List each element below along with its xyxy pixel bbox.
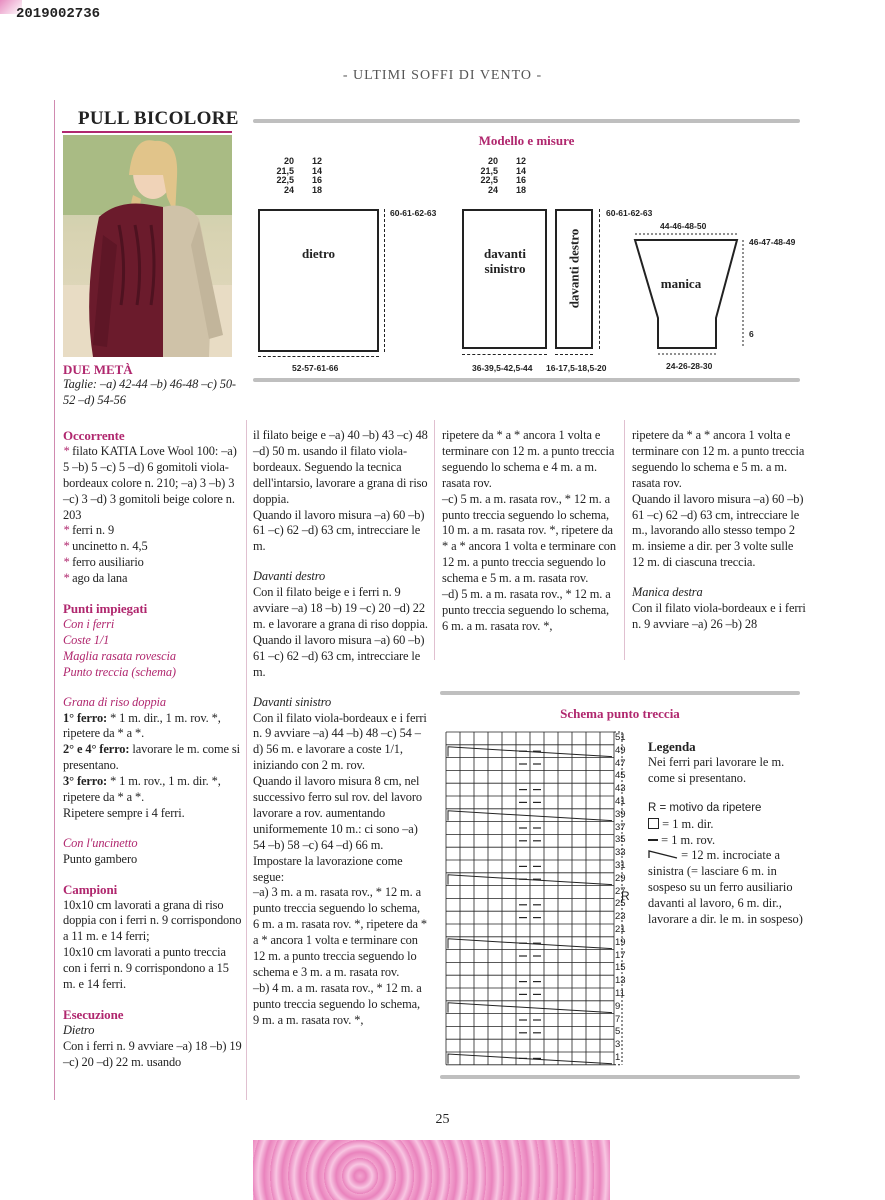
col-rule-2 (246, 420, 247, 1100)
paragraph: ripetere da * a * ancora 1 volta e terminare con 12 m. a punto treccia seguendo lo schema e 4 m. a m. rasata rov. (442, 428, 615, 490)
punti-item: Con i ferri (63, 616, 115, 631)
column-1 (63, 428, 243, 1071)
ferro-3: 3° ferro: * 1 m. rov., 1 m. dir. *, ripetere da * a *. (63, 774, 221, 805)
paragraph: Con il filato viola-bordeaux e i ferri n. 9 avviare –a) 44 –b) 48 –c) 54 –d) 56 m. e lavorare a coste 1/1, iniziando con 2 m. rov. (253, 710, 427, 773)
row-number: 41 (615, 796, 626, 807)
heading-grana: Grana di riso doppia (63, 694, 166, 709)
occorrente-item: * ago da lana (63, 571, 128, 586)
col-rule-4 (624, 420, 625, 660)
row-number: 29 (615, 872, 626, 884)
sizes-block (63, 377, 241, 409)
schema-title: Schema punto treccia (560, 706, 680, 721)
column-3 (442, 428, 618, 635)
page-title: PULL BICOLORE (78, 108, 239, 129)
page-number: 25 (435, 1112, 450, 1127)
col-rule-3 (434, 420, 435, 660)
legend-repeat: R = motivo da ripetere (648, 801, 762, 814)
row-number: 31 (615, 860, 626, 871)
row-number: 3 (615, 1039, 621, 1051)
legend (648, 739, 808, 928)
row-number: 17 (615, 949, 626, 961)
row-number: 33 (615, 847, 626, 859)
legend-heading: Legenda (648, 739, 696, 754)
schema-bottom-border (440, 1075, 800, 1079)
row-number: 35 (615, 834, 626, 846)
column-2 (253, 428, 429, 1029)
paragraph: Impostare la lavorazione come segue: (253, 853, 403, 884)
manica-bottom-label: 24-26-28-30 (666, 361, 713, 371)
campioni-text-2: 10x10 cm lavorati a punto treccia con i ferri n. 9 corrispondono a 15 m. e 14 ferri. (63, 945, 229, 992)
dietro-height-label: 60-61-62-63 (390, 208, 437, 218)
occorrente-item: * uncinetto n. 4,5 (63, 539, 148, 554)
row-number: 9 (615, 1000, 621, 1012)
paragraph: Quando il lavoro misura 8 cm, nel successivo ferro sul rov. del lavoro lavorare a rov. aumentando uniformemente 10 m.: ci sono –a) 54 –b) 58 –c) 64 –d) 66 m. (253, 774, 423, 852)
punti-item: Punto treccia (schema) (63, 664, 176, 679)
punti-item: Maglia rasata rovescia (63, 648, 176, 663)
diagram-top-border (253, 119, 800, 123)
size-stack-left-a: 20 21,5 22,5 24 (276, 156, 294, 195)
label-davanti-sinistro: davanti sinistro (484, 246, 526, 276)
repeat-marker: R (621, 889, 630, 903)
legend-dir-row: = 1 m. dir. (648, 817, 808, 833)
diagram-bottom-border (253, 378, 800, 382)
difficulty-label: DUE METÀ (63, 362, 133, 377)
heading-uncinetto: Con l'uncinetto (63, 835, 138, 850)
row-number: 47 (615, 757, 626, 769)
paragraph: –d) 5 m. a m. rasata rov., * 12 m. a punto treccia seguendo lo schema, 6 m. a m. rasata rov. *, (442, 587, 611, 633)
row-number: 23 (615, 911, 626, 923)
row-number: 51 (615, 732, 626, 743)
row-number: 11 (615, 988, 625, 999)
dietro-text: Con i ferri n. 9 avviare –a) 18 –b) 19 –c) 20 –d) 22 m. usando (63, 1038, 242, 1069)
label-dietro: dietro (302, 246, 335, 261)
running-head: - ULTIMI SOFFI DI VENTO - (342, 68, 543, 83)
row-number: 43 (615, 783, 626, 795)
dietro-width-line (258, 356, 379, 357)
paragraph: –c) 5 m. a m. rasata rov., * 12 m. a punto treccia seguendo lo schema, 10 m. a m. rasata rov. *, ripetere da * a * ancora 1 volta e terminare con 12 m. a punto treccia seguendo lo schema e 5 m. a m. rasata rov. (442, 491, 616, 586)
paragraph: Quando il lavoro misura –a) 60 –b) 61 –c) 62 –d) 63 cm, intrecciare le m. (253, 507, 425, 554)
paragraph: –b) 4 m. a m. rasata rov., * 12 m. a punto treccia seguendo lo schema, 9 m. a m. rasata rov. *, (253, 980, 422, 1027)
heading-manica-destra: Manica destra (632, 585, 703, 600)
occorrente-item: * ferri n. 9 (63, 523, 115, 538)
paragraph: –a) 3 m. a m. rasata rov., * 12 m. a punto treccia seguendo lo schema, 6 m. a m. rasata rov. *, ripetere da * a * ancora 1 volta e terminare con 12 m. a punto treccia seguendo lo schema e 3 m. a m. rasata rov. (253, 885, 427, 979)
row-number: 1 (615, 1052, 621, 1063)
destro-width-line (555, 354, 593, 355)
legend-rov-row: = 1 m. rov. (648, 833, 808, 849)
diagram-title: Modello e misure (478, 133, 575, 148)
page-stamp: 2019002736 (16, 6, 101, 22)
size-stack-right-a: 20 21,5 22,5 24 (480, 156, 498, 195)
heading-punti: Punti impiegati (63, 601, 148, 617)
occorrente-item: * ferro ausiliario (63, 555, 144, 570)
dietro-height-line (384, 209, 385, 352)
row-number: 27 (615, 885, 626, 897)
destro-width-label: 16-17,5-18,5-20 (546, 363, 607, 373)
left-rule (54, 100, 55, 1100)
row-number: 13 (615, 975, 626, 987)
row-number: 25 (615, 898, 626, 910)
davanti-height-line (599, 209, 600, 349)
sinistro-width-line (462, 354, 547, 355)
occorrente-item: * filato KATIA Love Wool 100: –a) 5 –b) 5 –c) 5 –d) 6 gomitoli viola-bordeaux colore n. 210; –a) 3 –b) 3 –c) 3 –d) 3 gomitoli beige colore n. 203 (63, 443, 237, 522)
heading-esecuzione: Esecuzione (63, 1007, 124, 1022)
piece-manica (630, 228, 750, 358)
campioni-text-1: 10x10 cm lavorati a grana di riso doppia con i ferri n. 9 corrispondono a 11 m. e 14 ferri; (63, 897, 242, 944)
row-number: 15 (615, 962, 626, 974)
cross-icon (648, 849, 678, 859)
piece-davanti-sinistro (462, 209, 547, 349)
schema-top-border (440, 691, 800, 695)
gambero-text: Punto gambero (63, 851, 138, 866)
heading-davanti-sinistro: Davanti sinistro (253, 694, 332, 709)
dash-icon (648, 839, 658, 841)
empty-square-icon (648, 818, 659, 829)
manica-six-label: 6 (749, 329, 754, 339)
piece-dietro (258, 209, 379, 352)
title-underline (62, 131, 232, 133)
manica-top-label: 44-46-48-50 (660, 221, 707, 231)
row-number: 37 (615, 821, 626, 833)
manica-height-label: 46-47-48-49 (749, 237, 796, 247)
row-number: 7 (615, 1013, 621, 1025)
ferro-1: 1° ferro: * 1 m. dir., 1 m. rov. *, ripetere da * a *. (63, 710, 221, 741)
label-davanti-destro: davanti destro (566, 228, 582, 309)
dietro-width-label: 52-57-61-66 (292, 363, 339, 373)
row-number: 19 (615, 936, 626, 948)
row-number: 5 (615, 1026, 621, 1038)
paragraph: Con il filato beige e i ferri n. 9 avviare –a) 18 –b) 19 –c) 20 –d) 22 m. e lavorare a grana di riso doppia. (253, 585, 428, 631)
paragraph: il filato beige e –a) 40 –b) 43 –c) 48 –d) 50 m. usando il filato viola-bordeaux. Seguendo la tecnica dell'intarsio, lavorare a grana di riso doppia. (253, 428, 428, 506)
row-number: 49 (615, 744, 626, 756)
heading-davanti-destro: Davanti destro (253, 569, 326, 584)
sizes-label: Taglie: (63, 377, 97, 391)
sinistro-width-label: 36-39,5-42,5-44 (472, 363, 533, 373)
punti-item: Coste 1/1 (63, 632, 110, 647)
model-photo (63, 135, 232, 357)
column-4 (632, 428, 808, 633)
paragraph: Quando il lavoro misura –a) 60 –b) 61 –c) 62 –d) 63 cm, intrecciare le m. (253, 632, 425, 679)
row-number: 39 (615, 808, 626, 820)
paragraph: ripetere da * a * ancora 1 volta e terminare con 12 m. a punto treccia seguendo lo schema e 5 m. a m. rasata rov. (632, 428, 805, 490)
schema-grid (440, 728, 630, 1068)
legend-intro: Nei ferri pari lavorare le m. come si presentano. (648, 754, 785, 785)
size-stack-right-b: 12 14 16 18 (516, 156, 527, 195)
heading-occorrente: Occorrente (63, 428, 125, 443)
legend-cross-row: = 12 m. incrociate a sinistra (= lasciare 6 m. in sospeso su un ferro ausiliario davanti al lavoro, 6 m. dir., lavorare a dir. le m. in sospeso) (648, 848, 803, 927)
label-manica: manica (660, 276, 702, 291)
row-number: 45 (615, 770, 626, 782)
ferro-2: 2° e 4° ferro: lavorare le m. come si presentano. (63, 742, 240, 773)
ripetere-text: Ripetere sempre i 4 ferri. (63, 805, 185, 820)
heading-campioni: Campioni (63, 881, 118, 897)
bottom-yarn-image (253, 1140, 610, 1200)
paragraph: Quando il lavoro misura –a) 60 –b) 61 –c) 62 –d) 63 cm, intrecciare le m., lavorando allo stesso tempo 2 m. insieme a dir. per 3 volte sulle 12 m. di ciascuna treccia. (632, 491, 804, 570)
paragraph: Con il filato viola-bordeaux e i ferri n. 9 avviare –a) 26 –b) 28 (632, 601, 806, 631)
row-number: 21 (615, 924, 626, 935)
size-stack-left-b: 12 14 16 18 (312, 156, 323, 195)
sizes-text: –a) 42-44 –b) 46-48 –c) 50-52 –d) 54-56 (63, 377, 236, 407)
heading-dietro: Dietro (63, 1022, 95, 1037)
davanti-height-label: 60-61-62-63 (606, 208, 653, 218)
